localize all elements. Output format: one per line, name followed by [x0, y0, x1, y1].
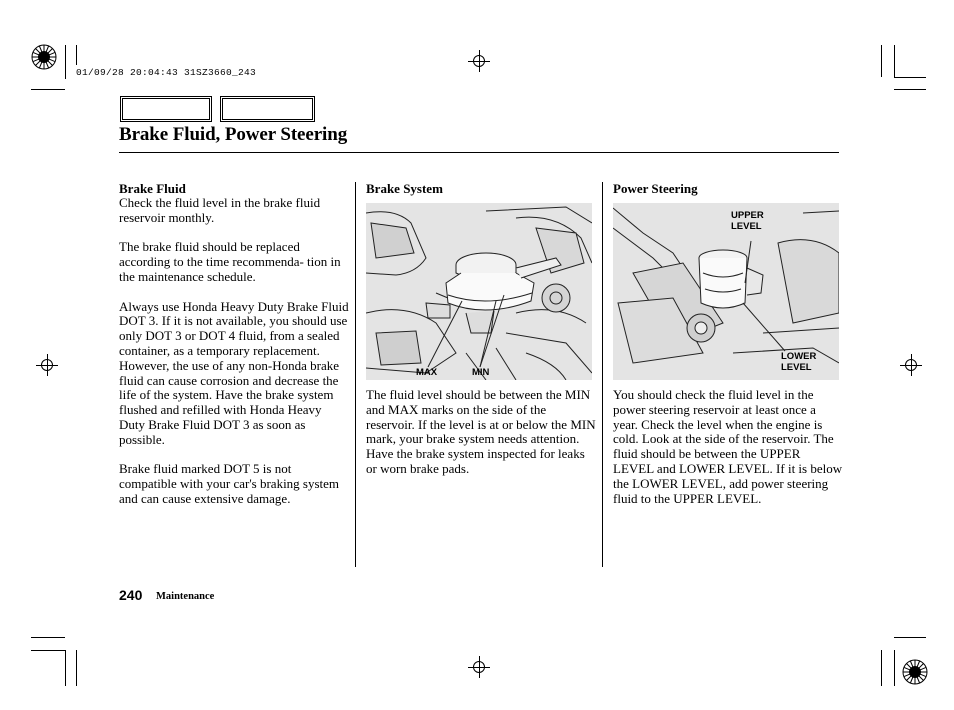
color-target-top-left-icon — [31, 44, 57, 70]
header-tab-box-1 — [120, 96, 212, 122]
column-divider-2 — [602, 182, 603, 567]
brake-system-heading: Brake System — [366, 181, 443, 196]
brake-reservoir-illustration — [366, 203, 592, 380]
registration-mark-bottom — [468, 656, 490, 678]
column-divider-1 — [355, 182, 356, 567]
power-steering-heading: Power Steering — [613, 181, 698, 196]
brake-fluid-paragraph-3: Always use Honda Heavy Duty Brake Fluid DOT 3. If it is not available, you should use only DOT 3 or DOT 4 fluid, from a sealed container, as a temporary replacement. However, the use of any non-Honda brake fluid can cause corrosion and decrease the life of the system. Have the brake system flushed and refilled with Honda Heavy Duty Brake Fluid DOT 3 as soon as possible. — [119, 298, 349, 447]
page-title: Brake Fluid, Power Steering — [119, 124, 348, 145]
brake-system-paragraph: The fluid level should be between the MIN and MAX marks on the side of the reservoir. If the level is at or below the MIN mark, your brake system needs attention. Have the brake system inspected for leaks or worn brake pads. — [366, 387, 596, 476]
print-stamp: 01/09/28 20:04:43 31SZ3660_243 — [76, 67, 257, 78]
power-steering-column — [613, 181, 843, 196]
registration-mark-top — [468, 50, 490, 72]
registration-mark-left — [36, 354, 58, 376]
title-rule — [119, 152, 839, 153]
power-steering-paragraph: You should check the fluid level in the power steering reservoir at least once a year. Check the level when the engine is cold. Look at the side of the reservoir. The fluid should be between the UPPER LEVEL and LOWER LEVEL. If it is below the LOWER LEVEL, add power steering fluid to the UPPER LEVEL. — [613, 387, 843, 506]
section-name: Maintenance — [156, 591, 215, 602]
upper-level-label-line-1: UPPER — [731, 210, 764, 221]
power-steering-reservoir-illustration — [613, 203, 839, 380]
upper-level-label-line-2: LEVEL — [731, 221, 762, 232]
brake-fluid-paragraph-4: Brake fluid marked DOT 5 is not compatible with your car's braking system and can cause extensive damage. — [119, 461, 340, 506]
header-tab-box-2 — [220, 96, 315, 122]
lower-level-label-line-2: LEVEL — [781, 362, 812, 373]
brake-system-column — [366, 181, 596, 196]
brake-fluid-column — [119, 181, 349, 522]
max-mark-label: MAX — [416, 367, 438, 378]
registration-mark-right — [900, 354, 922, 376]
brake-fluid-paragraph-1: Check the fluid level in the brake fluid reservoir monthly. — [119, 195, 321, 225]
color-target-bottom-right-icon — [902, 659, 928, 685]
min-mark-label: MIN — [472, 367, 490, 378]
brake-fluid-heading: Brake Fluid — [119, 181, 186, 196]
lower-level-label-line-1: LOWER — [781, 351, 817, 362]
brake-fluid-paragraph-2: The brake fluid should be replaced according to the time recommenda- tion in the maintenance schedule. — [119, 239, 341, 284]
page-number: 240 — [119, 587, 143, 603]
